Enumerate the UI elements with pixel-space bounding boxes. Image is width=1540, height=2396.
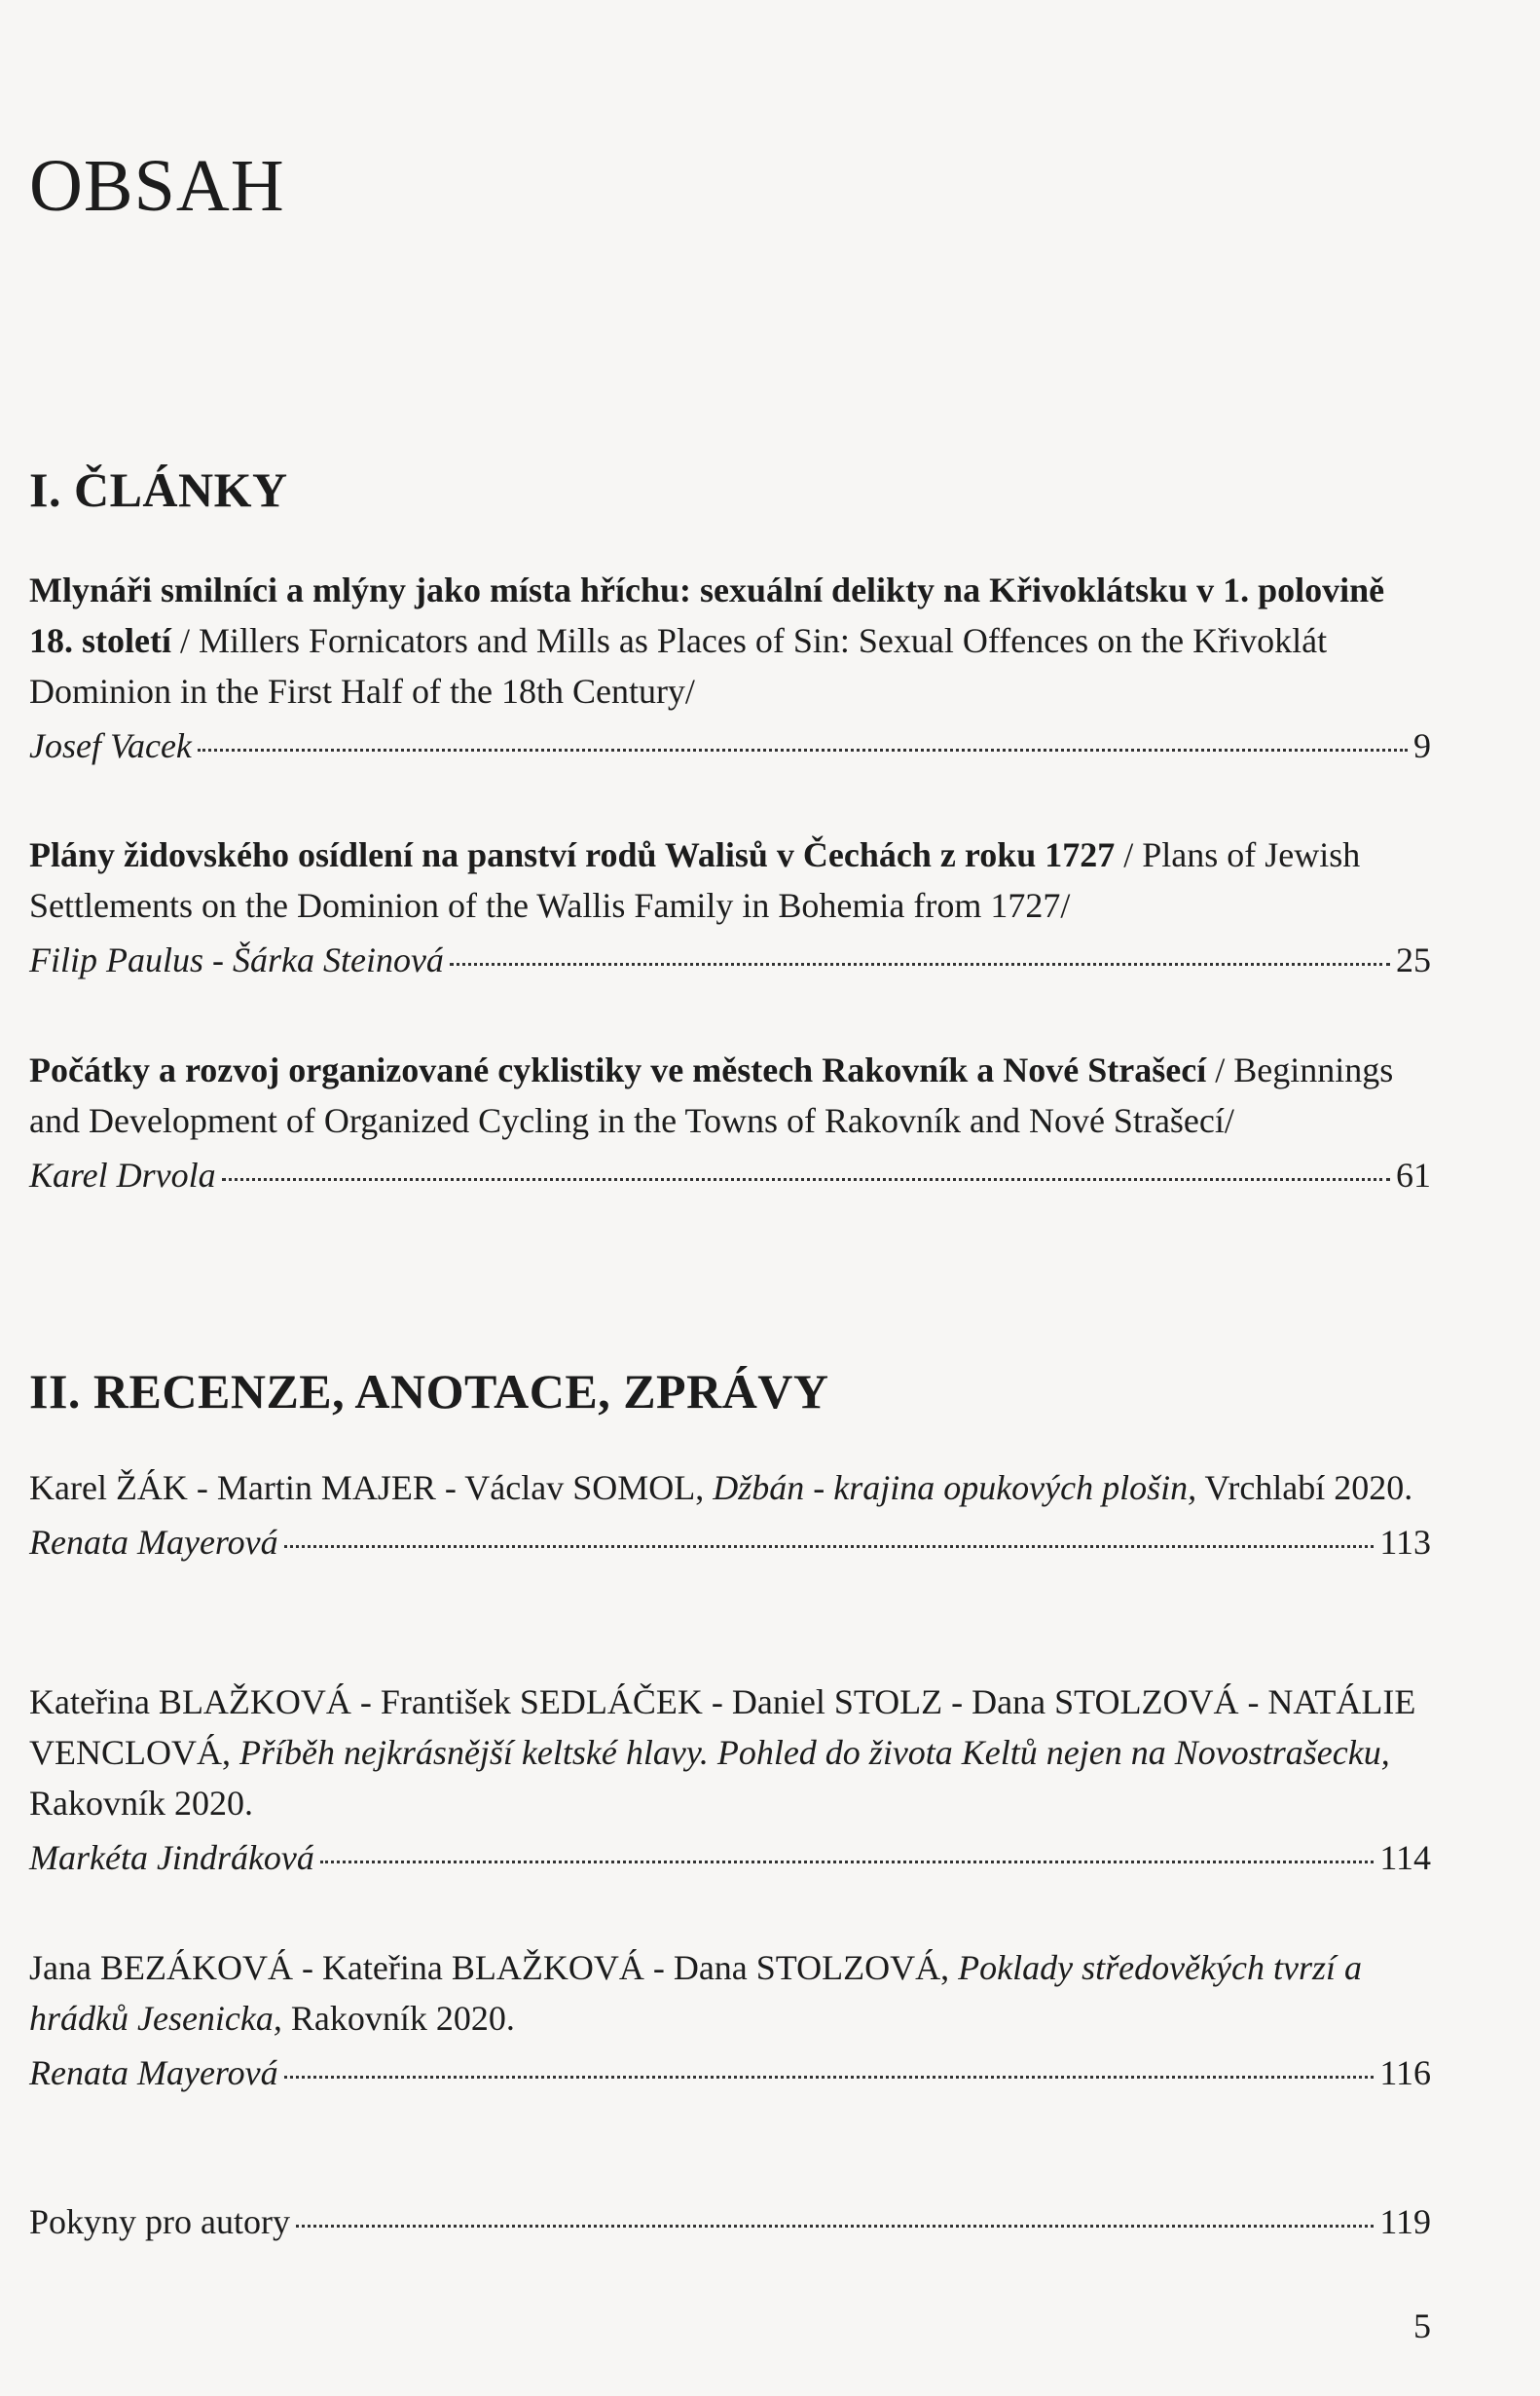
- review-authors: Kateřina BLAŽKOVÁ - František SEDLÁČEK - Daniel STOLZ - Dana STOLZOVÁ - NATÁLIE VENCLOVÁ,: [29, 1682, 1416, 1772]
- reviewer: Renata Mayerová: [29, 2053, 278, 2092]
- section-heading-articles: I. ČLÁNKY: [29, 462, 288, 517]
- dot-leader: [320, 1861, 1374, 1863]
- review-book-title: Poklady středověkých tvrzí a hrádků Jesenicka,: [29, 1948, 1362, 2038]
- page-ref: 113: [1379, 1523, 1431, 1562]
- review-entry: [29, 1462, 1431, 1567]
- toc-page: [29, 0, 1431, 2396]
- toc-entry: [29, 565, 1431, 771]
- dot-leader: [296, 2225, 1374, 2228]
- toc-line: [29, 935, 1431, 985]
- guidelines-label: Pokyny pro autory: [29, 2202, 290, 2241]
- entry-title: [29, 565, 1431, 717]
- reviewer: Markéta Jindráková: [29, 1838, 314, 1877]
- dot-leader: [284, 1545, 1375, 1548]
- page-ref: 9: [1413, 726, 1431, 765]
- review-description: [29, 1462, 1431, 1513]
- dot-leader: [222, 1178, 1390, 1181]
- toc-line: [29, 1832, 1431, 1883]
- review-authors: Karel ŽÁK - Martin MAJER - Václav SOMOL,: [29, 1468, 714, 1507]
- entry-title: [29, 1045, 1431, 1146]
- dot-leader: [450, 963, 1390, 966]
- toc-line: [29, 1517, 1431, 1567]
- toc-line: [29, 2196, 1431, 2247]
- review-description: [29, 1942, 1431, 2044]
- page-ref: 25: [1396, 940, 1431, 979]
- review-entry: [29, 1942, 1431, 2098]
- review-place-year: Vrchlabí 2020.: [1196, 1468, 1413, 1507]
- review-authors: Jana BEZÁKOVÁ - Kateřina BLAŽKOVÁ - Dana STOLZOVÁ,: [29, 1948, 959, 1987]
- toc-line: [29, 720, 1431, 771]
- review-book-title: Příběh nejkrásnější keltské hlavy. Pohled do života Keltů nejen na Novostrašecku,: [238, 1733, 1390, 1772]
- review-entry: [29, 1677, 1431, 1883]
- toc-entry: [29, 1045, 1431, 1200]
- entry-title: [29, 829, 1431, 931]
- section-heading-reviews: II. RECENZE, ANOTACE, ZPRÁVY: [29, 1364, 829, 1419]
- page-ref: 61: [1396, 1156, 1431, 1195]
- page-number: 5: [1413, 2306, 1431, 2345]
- entry-title-cz: Počátky a rozvoj organizované cyklistiky ve městech Rakovník a Nové Strašecí: [29, 1051, 1207, 1089]
- page-ref: 116: [1379, 2053, 1431, 2092]
- entry-title-en: / Beginnings and Development of Organized Cycling in the Towns of Rakovník and Nové Strašecí/: [29, 1051, 1394, 1140]
- entry-title-cz: Plány židovského osídlení na panství rodů Walisů v Čechách z roku 1727: [29, 835, 1116, 874]
- entry-title-en: / Millers Fornicators and Mills as Places of Sin: Sexual Offences on the Křivoklát Dominion in the First Half of the 18th Century/: [29, 621, 1328, 711]
- review-place-year: Rakovník 2020.: [281, 1999, 515, 2038]
- toc-line: [29, 2047, 1431, 2098]
- entry-author: Karel Drvola: [29, 1156, 216, 1195]
- reviewer: Renata Mayerová: [29, 1523, 278, 1562]
- page-title: OBSAH: [29, 145, 285, 227]
- toc-entry: [29, 829, 1431, 985]
- entry-author: Filip Paulus - Šárka Steinová: [29, 940, 444, 979]
- entry-author: Josef Vacek: [29, 726, 192, 765]
- review-book-title: Džbán - krajina opukových plošin,: [713, 1468, 1197, 1507]
- toc-line: [29, 1150, 1431, 1200]
- page-ref: 114: [1379, 1838, 1431, 1877]
- review-place-year: Rakovník 2020.: [29, 1784, 253, 1823]
- entry-title-cz: Mlynáři smilníci a mlýny jako místa hříchu: sexuální delikty na Křivoklátsku v 1. polovině 18. století: [29, 571, 1385, 660]
- author-guidelines-entry: [29, 2193, 1431, 2247]
- entry-title-en: / Plans of Jewish Settlements on the Dominion of the Wallis Family in Bohemia from 1727/: [29, 835, 1361, 925]
- page-ref: 119: [1379, 2202, 1431, 2241]
- dot-leader: [198, 749, 1408, 752]
- dot-leader: [284, 2076, 1375, 2079]
- review-description: [29, 1677, 1431, 1828]
